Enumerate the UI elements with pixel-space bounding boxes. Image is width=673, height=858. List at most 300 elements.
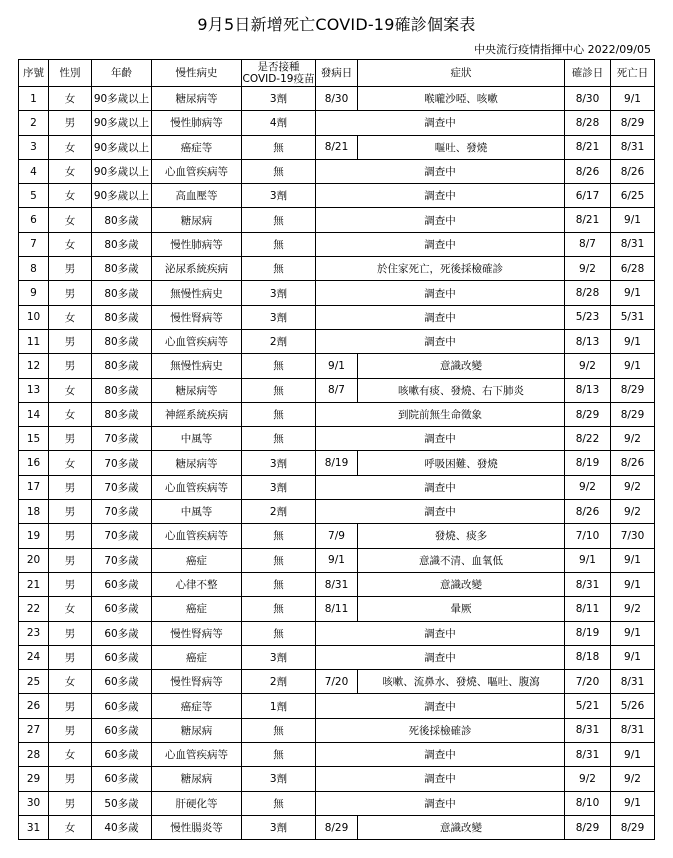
cell-no: 4: [19, 159, 49, 183]
cell-history: 糖尿病: [152, 208, 242, 232]
cell-no: 21: [19, 572, 49, 596]
cell-history: 慢性腎病等: [152, 670, 242, 694]
cell-death: 6/25: [611, 184, 655, 208]
cell-symptom: 調查中: [316, 743, 565, 767]
cell-symptom: 到院前無生命徵象: [316, 402, 565, 426]
cell-no: 20: [19, 548, 49, 572]
cell-sex: 女: [49, 184, 92, 208]
cell-age: 60多歲: [92, 718, 152, 742]
cell-death: 8/29: [611, 111, 655, 135]
cell-age: 80多歲: [92, 378, 152, 402]
table-row: [19, 645, 655, 669]
cell-no: 13: [19, 378, 49, 402]
cell-vaccine: 無: [242, 159, 316, 183]
table-row: [19, 402, 655, 426]
cell-history: 癌症: [152, 645, 242, 669]
cell-symptom: 咳嗽有痰、發燒、右下肺炎: [358, 378, 565, 402]
cell-death: 9/1: [611, 548, 655, 572]
cell-death: 9/1: [611, 329, 655, 353]
cell-symptom: 調查中: [316, 184, 565, 208]
cell-age: 80多歲: [92, 208, 152, 232]
cell-history: 高血壓等: [152, 184, 242, 208]
cell-history: 糖尿病等: [152, 451, 242, 475]
cell-sex: 女: [49, 232, 92, 256]
table-row: [19, 718, 655, 742]
cell-history: 癌症等: [152, 694, 242, 718]
cell-sex: 女: [49, 208, 92, 232]
cell-no: 28: [19, 743, 49, 767]
cell-confirm: 5/21: [565, 694, 611, 718]
cell-no: 9: [19, 281, 49, 305]
cell-vaccine: 3劑: [242, 451, 316, 475]
cell-symptom: 調查中: [316, 767, 565, 791]
cell-sex: 男: [49, 354, 92, 378]
cell-history: 慢性腸炎等: [152, 815, 242, 839]
table-row: [19, 159, 655, 183]
cell-no: 27: [19, 718, 49, 742]
cell-confirm: 8/26: [565, 500, 611, 524]
cell-symptom: 發燒、痰多: [358, 524, 565, 548]
cell-no: 17: [19, 475, 49, 499]
cell-symptom: 調查中: [316, 694, 565, 718]
table-row: [19, 111, 655, 135]
cell-death: 5/26: [611, 694, 655, 718]
cell-history: 中風等: [152, 500, 242, 524]
cell-age: 60多歲: [92, 621, 152, 645]
table-row: [19, 257, 655, 281]
table-row: [19, 184, 655, 208]
cell-age: 70多歲: [92, 500, 152, 524]
cell-sex: 男: [49, 475, 92, 499]
cell-onset: 8/29: [316, 815, 358, 839]
table-row: [19, 354, 655, 378]
cell-sex: 男: [49, 500, 92, 524]
cell-history: 癌症: [152, 597, 242, 621]
cell-symptom: 調查中: [316, 208, 565, 232]
cell-age: 80多歲: [92, 232, 152, 256]
table-row: [19, 500, 655, 524]
cell-confirm: 8/21: [565, 135, 611, 159]
cell-history: 糖尿病等: [152, 378, 242, 402]
cell-symptom: 暈厥: [358, 597, 565, 621]
cell-symptom: 意識改變: [358, 354, 565, 378]
cell-no: 26: [19, 694, 49, 718]
cell-symptom: 調查中: [316, 232, 565, 256]
cell-age: 90多歲以上: [92, 159, 152, 183]
cell-sex: 女: [49, 451, 92, 475]
header-symptom: 症狀: [358, 60, 565, 87]
cell-symptom: 調查中: [316, 500, 565, 524]
cell-confirm: 8/29: [565, 815, 611, 839]
cell-no: 3: [19, 135, 49, 159]
cell-sex: 男: [49, 767, 92, 791]
cell-no: 29: [19, 767, 49, 791]
cell-onset: 8/11: [316, 597, 358, 621]
cell-confirm: 8/29: [565, 402, 611, 426]
cell-vaccine: 無: [242, 378, 316, 402]
cell-vaccine: 2劑: [242, 329, 316, 353]
table-row: [19, 791, 655, 815]
cell-sex: 女: [49, 159, 92, 183]
header-vaccine: [242, 60, 316, 87]
cell-vaccine: 2劑: [242, 670, 316, 694]
cell-vaccine: 無: [242, 718, 316, 742]
header-age: 年齡: [92, 60, 152, 87]
cell-history: 肝硬化等: [152, 791, 242, 815]
cell-history: 糖尿病: [152, 767, 242, 791]
cell-age: 60多歲: [92, 670, 152, 694]
cell-no: 30: [19, 791, 49, 815]
cell-vaccine: 無: [242, 402, 316, 426]
cell-death: 9/1: [611, 743, 655, 767]
cell-vaccine: 無: [242, 135, 316, 159]
cell-no: 1: [19, 87, 49, 111]
cell-age: 80多歲: [92, 354, 152, 378]
cell-no: 14: [19, 402, 49, 426]
cell-no: 22: [19, 597, 49, 621]
cell-age: 80多歲: [92, 329, 152, 353]
cell-age: 70多歲: [92, 451, 152, 475]
cell-confirm: 7/20: [565, 670, 611, 694]
cell-symptom: 調查中: [316, 427, 565, 451]
cell-history: 癌症: [152, 548, 242, 572]
cell-age: 70多歲: [92, 427, 152, 451]
cell-sex: 男: [49, 281, 92, 305]
cell-confirm: 9/1: [565, 548, 611, 572]
cell-sex: 男: [49, 257, 92, 281]
cell-symptom: 調查中: [316, 791, 565, 815]
cell-history: 泌尿系統疾病: [152, 257, 242, 281]
cell-history: 心血管疾病等: [152, 159, 242, 183]
cell-sex: 女: [49, 305, 92, 329]
cell-sex: 男: [49, 427, 92, 451]
cell-onset: 9/1: [316, 354, 358, 378]
cell-vaccine: 3劑: [242, 815, 316, 839]
page-title: 9月5日新增死亡COVID-19確診個案表: [197, 15, 476, 34]
cell-death: 9/2: [611, 597, 655, 621]
cell-symptom: 意識不清、血氧低: [358, 548, 565, 572]
page-subtitle: 中央流行疫情指揮中心 2022/09/05: [474, 43, 651, 56]
cell-death: 9/2: [611, 500, 655, 524]
cell-vaccine: 無: [242, 524, 316, 548]
cell-no: 2: [19, 111, 49, 135]
cell-history: 慢性肺病等: [152, 111, 242, 135]
cell-no: 7: [19, 232, 49, 256]
cell-onset: 8/19: [316, 451, 358, 475]
cell-onset: 8/21: [316, 135, 358, 159]
cell-age: 70多歲: [92, 475, 152, 499]
cell-symptom: 調查中: [316, 111, 565, 135]
table-row: [19, 597, 655, 621]
table-body: [19, 87, 655, 840]
cell-age: 60多歲: [92, 743, 152, 767]
cell-death: 9/2: [611, 767, 655, 791]
cell-history: 心血管疾病等: [152, 329, 242, 353]
header-no: 序號: [19, 60, 49, 87]
cell-age: 70多歲: [92, 524, 152, 548]
cell-vaccine: 無: [242, 427, 316, 451]
cell-no: 5: [19, 184, 49, 208]
header-vaccine-line1: 是否接種: [257, 61, 300, 73]
cell-history: 心血管疾病等: [152, 524, 242, 548]
table-row: [19, 87, 655, 111]
cell-sex: 女: [49, 378, 92, 402]
cell-sex: 男: [49, 111, 92, 135]
cell-vaccine: 3劑: [242, 767, 316, 791]
cell-death: 9/1: [611, 645, 655, 669]
header-sex: 性別: [49, 60, 92, 87]
cell-age: 80多歲: [92, 257, 152, 281]
cell-onset: 8/30: [316, 87, 358, 111]
cell-confirm: 9/2: [565, 257, 611, 281]
cell-confirm: 8/7: [565, 232, 611, 256]
cell-no: 18: [19, 500, 49, 524]
cell-age: 60多歲: [92, 645, 152, 669]
cell-history: 無慢性病史: [152, 354, 242, 378]
header-confirm: 確診日: [565, 60, 611, 87]
cell-age: 90多歲以上: [92, 135, 152, 159]
cell-age: 70多歲: [92, 548, 152, 572]
cell-confirm: 6/17: [565, 184, 611, 208]
cell-age: 40多歲: [92, 815, 152, 839]
cell-death: 9/1: [611, 281, 655, 305]
cell-sex: 女: [49, 87, 92, 111]
table-row: [19, 135, 655, 159]
cell-history: 中風等: [152, 427, 242, 451]
cell-history: 糖尿病: [152, 718, 242, 742]
cell-vaccine: 無: [242, 257, 316, 281]
cell-vaccine: 3劑: [242, 281, 316, 305]
cell-death: 8/31: [611, 135, 655, 159]
header-history: 慢性病史: [152, 60, 242, 87]
cell-confirm: 9/2: [565, 354, 611, 378]
cell-confirm: 8/28: [565, 111, 611, 135]
cell-history: 癌症等: [152, 135, 242, 159]
table-row: [19, 694, 655, 718]
cell-confirm: 8/28: [565, 281, 611, 305]
cell-sex: 男: [49, 548, 92, 572]
cell-confirm: 8/10: [565, 791, 611, 815]
cell-vaccine: 無: [242, 791, 316, 815]
cell-death: 8/26: [611, 451, 655, 475]
table-header-row: [19, 60, 655, 87]
cell-vaccine: 3劑: [242, 184, 316, 208]
cell-confirm: 8/11: [565, 597, 611, 621]
cell-death: 9/2: [611, 475, 655, 499]
cell-vaccine: 無: [242, 572, 316, 596]
cell-confirm: 8/31: [565, 718, 611, 742]
cell-age: 90多歲以上: [92, 87, 152, 111]
table-row: [19, 815, 655, 839]
table-row: [19, 767, 655, 791]
cell-symptom: 調查中: [316, 305, 565, 329]
cell-no: 15: [19, 427, 49, 451]
cell-symptom: 調查中: [316, 159, 565, 183]
cell-confirm: 9/2: [565, 767, 611, 791]
table-row: [19, 621, 655, 645]
cell-vaccine: 無: [242, 354, 316, 378]
cell-onset: 9/1: [316, 548, 358, 572]
cell-confirm: 8/22: [565, 427, 611, 451]
table-row: [19, 329, 655, 353]
table-row: [19, 475, 655, 499]
cell-confirm: 8/26: [565, 159, 611, 183]
cell-confirm: 8/19: [565, 451, 611, 475]
cell-confirm: 5/23: [565, 305, 611, 329]
cell-history: 心律不整: [152, 572, 242, 596]
cell-confirm: 8/31: [565, 572, 611, 596]
cell-onset: 7/20: [316, 670, 358, 694]
cell-no: 25: [19, 670, 49, 694]
cell-sex: 男: [49, 694, 92, 718]
cell-death: 5/31: [611, 305, 655, 329]
cell-death: 9/1: [611, 572, 655, 596]
cell-no: 19: [19, 524, 49, 548]
cell-symptom: 咳嗽、流鼻水、發燒、嘔吐、腹瀉: [358, 670, 565, 694]
cell-symptom: 嘔吐、發燒: [358, 135, 565, 159]
cell-symptom: 呼吸困難、發燒: [358, 451, 565, 475]
cell-sex: 女: [49, 597, 92, 621]
cell-age: 60多歲: [92, 767, 152, 791]
cell-vaccine: 3劑: [242, 87, 316, 111]
cell-symptom: 調查中: [316, 475, 565, 499]
cell-death: 8/31: [611, 232, 655, 256]
cell-history: 心血管疾病等: [152, 743, 242, 767]
cell-history: 無慢性病史: [152, 281, 242, 305]
cell-confirm: 8/30: [565, 87, 611, 111]
cell-death: 8/29: [611, 815, 655, 839]
cell-vaccine: 3劑: [242, 305, 316, 329]
cell-history: 神經系統疾病: [152, 402, 242, 426]
cell-onset: 8/31: [316, 572, 358, 596]
cell-no: 16: [19, 451, 49, 475]
header-onset: 發病日: [316, 60, 358, 87]
cell-confirm: 8/31: [565, 743, 611, 767]
cell-no: 8: [19, 257, 49, 281]
cell-sex: 男: [49, 791, 92, 815]
cell-age: 60多歲: [92, 694, 152, 718]
cell-confirm: 8/13: [565, 329, 611, 353]
cell-vaccine: 無: [242, 548, 316, 572]
cell-symptom: 死後採檢確診: [316, 718, 565, 742]
cell-onset: 8/7: [316, 378, 358, 402]
cell-history: 心血管疾病等: [152, 475, 242, 499]
cell-vaccine: 無: [242, 597, 316, 621]
cell-death: 9/2: [611, 427, 655, 451]
cell-age: 50多歲: [92, 791, 152, 815]
table-row: [19, 208, 655, 232]
table-row: [19, 524, 655, 548]
cell-age: 80多歲: [92, 402, 152, 426]
cell-no: 6: [19, 208, 49, 232]
cell-sex: 女: [49, 402, 92, 426]
cell-history: 慢性肺病等: [152, 232, 242, 256]
table-row: [19, 572, 655, 596]
cell-sex: 男: [49, 718, 92, 742]
cases-table: [18, 59, 655, 840]
cell-vaccine: 無: [242, 232, 316, 256]
header-vaccine-line2: COVID-19疫苗: [242, 73, 315, 85]
cell-symptom: 調查中: [316, 329, 565, 353]
cell-sex: 女: [49, 815, 92, 839]
cell-sex: 男: [49, 621, 92, 645]
table-row: [19, 451, 655, 475]
cell-death: 9/1: [611, 791, 655, 815]
cell-symptom: 喉嚨沙啞、咳嗽: [358, 87, 565, 111]
cell-death: 8/29: [611, 378, 655, 402]
cell-confirm: 9/2: [565, 475, 611, 499]
cell-sex: 女: [49, 743, 92, 767]
cell-confirm: 8/18: [565, 645, 611, 669]
cell-death: 8/29: [611, 402, 655, 426]
cell-symptom: 調查中: [316, 281, 565, 305]
cell-age: 60多歲: [92, 572, 152, 596]
cell-death: 8/31: [611, 670, 655, 694]
cell-death: 6/28: [611, 257, 655, 281]
cell-sex: 男: [49, 524, 92, 548]
cell-vaccine: 4劑: [242, 111, 316, 135]
cell-no: 31: [19, 815, 49, 839]
cell-history: 慢性腎病等: [152, 621, 242, 645]
cell-vaccine: 無: [242, 621, 316, 645]
cell-death: 9/1: [611, 621, 655, 645]
cell-death: 8/26: [611, 159, 655, 183]
cell-vaccine: 無: [242, 208, 316, 232]
cell-sex: 女: [49, 670, 92, 694]
cell-age: 90多歲以上: [92, 184, 152, 208]
cell-vaccine: 1劑: [242, 694, 316, 718]
table-row: [19, 305, 655, 329]
cell-symptom: 於住家死亡，死後採檢確診: [316, 257, 565, 281]
cell-age: 60多歲: [92, 597, 152, 621]
cell-death: 7/30: [611, 524, 655, 548]
cell-age: 80多歲: [92, 281, 152, 305]
table-row: [19, 427, 655, 451]
cell-no: 23: [19, 621, 49, 645]
cell-vaccine: 無: [242, 743, 316, 767]
cell-vaccine: 3劑: [242, 645, 316, 669]
cell-age: 90多歲以上: [92, 111, 152, 135]
cell-death: 9/1: [611, 87, 655, 111]
cell-no: 24: [19, 645, 49, 669]
cell-symptom: 意識改變: [358, 572, 565, 596]
cell-confirm: 7/10: [565, 524, 611, 548]
cell-vaccine: 2劑: [242, 500, 316, 524]
cell-symptom: 調查中: [316, 621, 565, 645]
table-row: [19, 670, 655, 694]
cell-confirm: 8/13: [565, 378, 611, 402]
cell-sex: 男: [49, 572, 92, 596]
cell-sex: 女: [49, 135, 92, 159]
cell-death: 9/1: [611, 208, 655, 232]
cell-onset: 7/9: [316, 524, 358, 548]
cell-history: 慢性腎病等: [152, 305, 242, 329]
cell-confirm: 8/21: [565, 208, 611, 232]
cell-sex: 男: [49, 645, 92, 669]
cell-history: 糖尿病等: [152, 87, 242, 111]
cell-confirm: 8/19: [565, 621, 611, 645]
table-row: [19, 378, 655, 402]
cell-symptom: 調查中: [316, 645, 565, 669]
cell-no: 11: [19, 329, 49, 353]
cell-age: 80多歲: [92, 305, 152, 329]
cell-no: 12: [19, 354, 49, 378]
table-row: [19, 281, 655, 305]
cell-death: 9/1: [611, 354, 655, 378]
cell-sex: 男: [49, 329, 92, 353]
cell-death: 8/31: [611, 718, 655, 742]
table-row: [19, 743, 655, 767]
